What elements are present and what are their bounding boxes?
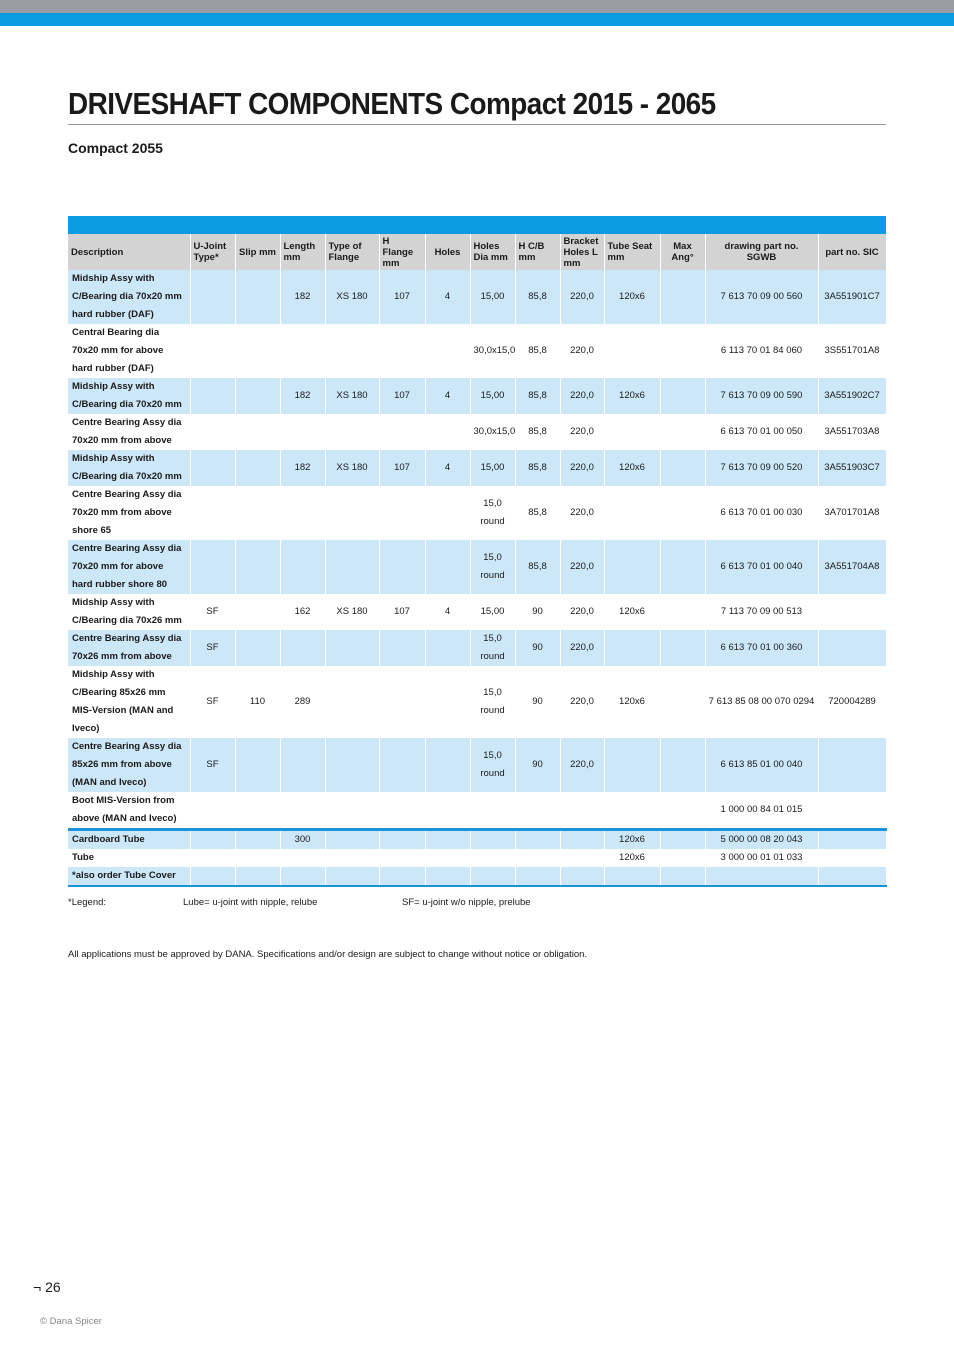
table-cell	[379, 792, 425, 830]
table-cell: 120x6	[604, 450, 660, 486]
table-cell: 220,0	[560, 630, 604, 666]
table-cell	[660, 849, 705, 867]
table-cell: 120x6	[604, 830, 660, 850]
table-row	[68, 630, 886, 666]
table-cell: 107	[379, 450, 425, 486]
table-cell	[560, 792, 604, 830]
table-cell: 220,0	[560, 324, 604, 378]
table-row	[68, 738, 886, 792]
table-cell	[604, 630, 660, 666]
table-cell	[190, 792, 235, 830]
table-cell: 220,0	[560, 450, 604, 486]
table-cell	[515, 849, 560, 867]
components-table-wrapper	[68, 216, 886, 887]
table-cell	[818, 867, 886, 886]
table-cell: 90	[515, 666, 560, 738]
table-cell: 6 613 85 01 00 040	[705, 738, 818, 792]
table-cell	[425, 414, 470, 450]
table-cell: 107	[379, 378, 425, 414]
table-cell: SF	[190, 666, 235, 738]
table-cell: 15,0 round	[470, 666, 515, 738]
table-cell: 1 000 00 84 01 015	[705, 792, 818, 830]
table-cell: 289	[280, 666, 325, 738]
table-cell	[660, 414, 705, 450]
row-description: Centre Bearing Assy dia 70x20 mm from above shore 65	[68, 486, 190, 540]
table-cell: 3S551701A8	[818, 324, 886, 378]
table-cell	[425, 792, 470, 830]
table-cell: 220,0	[560, 486, 604, 540]
table-cell	[325, 849, 379, 867]
table-row	[68, 270, 886, 324]
table-cell: 90	[515, 594, 560, 630]
table-cell	[325, 867, 379, 886]
table-cell	[190, 378, 235, 414]
table-cell	[425, 324, 470, 378]
page-title: DRIVESHAFT COMPONENTS Compact 2015 - 2065	[68, 86, 716, 121]
table-cell	[235, 849, 280, 867]
table-cell	[280, 867, 325, 886]
row-description: Cardboard Tube	[68, 830, 190, 850]
table-cell: 220,0	[560, 666, 604, 738]
table-cell	[660, 378, 705, 414]
table-cell	[818, 849, 886, 867]
table-cell	[379, 849, 425, 867]
row-description: Centre Bearing Assy dia 70x20 mm for above hard rubber shore 80	[68, 540, 190, 594]
table-cell	[604, 867, 660, 886]
table-cell: 220,0	[560, 594, 604, 630]
table-cell	[818, 830, 886, 850]
table-cell	[425, 830, 470, 850]
table-cell	[425, 630, 470, 666]
table-cell	[235, 486, 280, 540]
table-cell	[818, 594, 886, 630]
table-cell: 3A551704A8	[818, 540, 886, 594]
table-cell: 30,0x15,0	[470, 414, 515, 450]
table-cell	[325, 792, 379, 830]
table-cell	[325, 414, 379, 450]
row-description: Midship Assy with C/Bearing 85x26 mm MIS-Version (MAN and Iveco)	[68, 666, 190, 738]
table-cell	[660, 666, 705, 738]
table-cell: XS 180	[325, 270, 379, 324]
table-cell: 85,8	[515, 378, 560, 414]
table-cell	[190, 830, 235, 850]
table-cell	[379, 666, 425, 738]
table-row	[68, 378, 886, 414]
table-cell	[818, 738, 886, 792]
table-cell	[235, 630, 280, 666]
table-cell	[235, 594, 280, 630]
table-cell	[660, 630, 705, 666]
table-cell	[660, 270, 705, 324]
row-description: Boot MIS-Version from above (MAN and Iveco)	[68, 792, 190, 830]
row-description: *also order Tube Cover	[68, 867, 190, 886]
table-cell: 15,0 round	[470, 540, 515, 594]
table-cell: 4	[425, 594, 470, 630]
table-cell: 7 613 70 09 00 560	[705, 270, 818, 324]
table-cell: 182	[280, 270, 325, 324]
table-cell	[379, 630, 425, 666]
table-cell	[604, 792, 660, 830]
table-cell	[280, 414, 325, 450]
row-description: Centre Bearing Assy dia 70x26 mm from above	[68, 630, 190, 666]
table-cell: 85,8	[515, 450, 560, 486]
table-cell	[379, 830, 425, 850]
col-header: Length mm	[280, 234, 325, 270]
table-cell: 3A551901C7	[818, 270, 886, 324]
table-cell	[560, 830, 604, 850]
table-cell	[425, 738, 470, 792]
row-description: Central Bearing dia 70x20 mm for above hard rubber (DAF)	[68, 324, 190, 378]
top-blue-bar	[0, 13, 954, 26]
table-cell: 120x6	[604, 270, 660, 324]
row-description: Midship Assy with C/Bearing dia 70x20 mm	[68, 450, 190, 486]
table-cell: 15,0 round	[470, 486, 515, 540]
table-cell	[235, 414, 280, 450]
table-cell	[325, 666, 379, 738]
table-cell: 220,0	[560, 414, 604, 450]
table-cell	[660, 792, 705, 830]
table-cell	[470, 867, 515, 886]
table-cell	[235, 540, 280, 594]
table-cell	[235, 830, 280, 850]
table-cell: 3A551902C7	[818, 378, 886, 414]
table-cell: 220,0	[560, 738, 604, 792]
table-cell: 220,0	[560, 540, 604, 594]
table-cell	[325, 324, 379, 378]
table-cell: 15,00	[470, 378, 515, 414]
table-row	[68, 486, 886, 540]
table-cell	[190, 270, 235, 324]
table-cell	[325, 486, 379, 540]
table-cell	[660, 450, 705, 486]
legend-label: *Legend:	[68, 897, 107, 908]
col-header: drawing part no. SGWB	[705, 234, 818, 270]
table-cell: 3A551703A8	[818, 414, 886, 450]
table-row	[68, 450, 886, 486]
table-cell: 220,0	[560, 270, 604, 324]
table-cell	[190, 486, 235, 540]
table-cell: 4	[425, 450, 470, 486]
table-cell	[425, 666, 470, 738]
table-cell	[604, 486, 660, 540]
table-cell	[470, 849, 515, 867]
table-cell: 85,8	[515, 414, 560, 450]
table-row	[68, 792, 886, 830]
table-cell: 120x6	[604, 378, 660, 414]
table-cell	[280, 630, 325, 666]
table-cell: 107	[379, 270, 425, 324]
col-header: Max Ang°	[660, 234, 705, 270]
table-cell: 15,00	[470, 594, 515, 630]
row-description: Tube	[68, 849, 190, 867]
table-row	[68, 594, 886, 630]
table-top-strip	[68, 216, 886, 234]
table-cell: 7 613 70 09 00 520	[705, 450, 818, 486]
table-row	[68, 666, 886, 738]
col-header: Description	[68, 234, 190, 270]
table-cell	[660, 486, 705, 540]
table-cell	[235, 270, 280, 324]
table-cell	[280, 324, 325, 378]
table-cell: 6 613 70 01 00 030	[705, 486, 818, 540]
table-cell	[280, 849, 325, 867]
col-header: Type of Flange	[325, 234, 379, 270]
table-row	[68, 830, 886, 850]
table-cell: SF	[190, 738, 235, 792]
col-header: H C/B mm	[515, 234, 560, 270]
table-cell	[379, 486, 425, 540]
table-cell	[515, 792, 560, 830]
col-header: Holes	[425, 234, 470, 270]
table-cell: XS 180	[325, 378, 379, 414]
table-cell	[235, 738, 280, 792]
table-cell	[280, 540, 325, 594]
table-cell: 7 613 70 09 00 590	[705, 378, 818, 414]
table-cell: 120x6	[604, 849, 660, 867]
table-cell	[560, 849, 604, 867]
table-cell	[280, 792, 325, 830]
col-header: Tube Seat mm	[604, 234, 660, 270]
table-row	[68, 324, 886, 378]
table-header-row	[68, 234, 886, 270]
table-cell: 3A701701A8	[818, 486, 886, 540]
col-header: Holes Dia mm	[470, 234, 515, 270]
table-cell: 220,0	[560, 378, 604, 414]
table-cell: 182	[280, 378, 325, 414]
table-row	[68, 867, 886, 886]
table-row	[68, 414, 886, 450]
table-cell: 6 613 70 01 00 040	[705, 540, 818, 594]
table-cell	[280, 486, 325, 540]
row-description: Midship Assy with C/Bearing dia 70x20 mm	[68, 378, 190, 414]
table-cell: 85,8	[515, 540, 560, 594]
table-cell	[325, 738, 379, 792]
page-subtitle: Compact 2055	[68, 140, 163, 156]
legend-sf: SF= u-joint w/o nipple, prelube	[402, 897, 531, 908]
table-cell: 85,8	[515, 270, 560, 324]
table-cell	[604, 324, 660, 378]
copyright: © Dana Spicer	[40, 1316, 102, 1327]
col-header: part no. SIC	[818, 234, 886, 270]
table-cell	[818, 792, 886, 830]
table-cell: 7 113 70 09 00 513	[705, 594, 818, 630]
table-cell: 5 000 00 08 20 043	[705, 830, 818, 850]
col-header: Bracket Holes L mm	[560, 234, 604, 270]
col-header: H Flange mm	[379, 234, 425, 270]
table-cell: 720004289	[818, 666, 886, 738]
table-cell: 85,8	[515, 486, 560, 540]
title-divider	[68, 124, 886, 125]
table-cell	[818, 630, 886, 666]
table-cell	[379, 867, 425, 886]
legend-lube: Lube= u-joint with nipple, relube	[183, 897, 318, 908]
table-cell: 15,0 round	[470, 738, 515, 792]
table-cell: 6 113 70 01 84 060	[705, 324, 818, 378]
table-cell	[660, 594, 705, 630]
table-cell: 15,0 round	[470, 630, 515, 666]
table-cell: 15,00	[470, 270, 515, 324]
table-cell: 110	[235, 666, 280, 738]
table-cell	[425, 849, 470, 867]
table-cell	[660, 867, 705, 886]
components-table	[68, 234, 887, 887]
table-cell: 90	[515, 738, 560, 792]
table-cell: 300	[280, 830, 325, 850]
table-cell: 120x6	[604, 666, 660, 738]
table-cell: XS 180	[325, 450, 379, 486]
table-cell: 107	[379, 594, 425, 630]
table-cell	[190, 414, 235, 450]
table-cell	[379, 414, 425, 450]
row-description: Centre Bearing Assy dia 85x26 mm from above (MAN and Iveco)	[68, 738, 190, 792]
table-cell	[425, 540, 470, 594]
table-cell	[235, 867, 280, 886]
table-cell	[660, 738, 705, 792]
table-cell: XS 180	[325, 594, 379, 630]
table-cell	[425, 486, 470, 540]
table-cell	[515, 867, 560, 886]
table-cell: SF	[190, 630, 235, 666]
table-cell	[190, 450, 235, 486]
table-cell	[470, 830, 515, 850]
table-cell: 30,0x15,0	[470, 324, 515, 378]
table-cell	[235, 792, 280, 830]
table-cell: 162	[280, 594, 325, 630]
row-description: Midship Assy with C/Bearing dia 70x26 mm	[68, 594, 190, 630]
row-description: Midship Assy with C/Bearing dia 70x20 mm hard rubber (DAF)	[68, 270, 190, 324]
table-cell	[515, 830, 560, 850]
table-cell	[190, 867, 235, 886]
table-cell	[325, 540, 379, 594]
table-cell	[604, 738, 660, 792]
table-cell: 4	[425, 270, 470, 324]
table-cell: 120x6	[604, 594, 660, 630]
table-row	[68, 849, 886, 867]
table-cell	[235, 450, 280, 486]
table-cell: 4	[425, 378, 470, 414]
page-number: ¬ 26	[33, 1279, 61, 1295]
table-cell	[660, 540, 705, 594]
table-cell: 90	[515, 630, 560, 666]
table-cell: 182	[280, 450, 325, 486]
table-cell	[379, 738, 425, 792]
table-cell	[235, 324, 280, 378]
table-cell	[190, 324, 235, 378]
table-cell: 7 613 85 08 00 070 0294	[705, 666, 818, 738]
table-cell: 15,00	[470, 450, 515, 486]
table-row	[68, 540, 886, 594]
table-cell	[325, 830, 379, 850]
disclaimer-note: All applications must be approved by DANA. Specifications and/or design are subject to change without notice or obligation.	[68, 949, 588, 960]
table-cell	[379, 324, 425, 378]
table-cell: 85,8	[515, 324, 560, 378]
table-cell	[660, 324, 705, 378]
table-cell	[190, 849, 235, 867]
table-cell: 3A551903C7	[818, 450, 886, 486]
table-cell: 6 613 70 01 00 050	[705, 414, 818, 450]
table-cell	[379, 540, 425, 594]
col-header: U-Joint Type*	[190, 234, 235, 270]
top-gray-bar	[0, 0, 954, 13]
table-cell: 3 000 00 01 01 033	[705, 849, 818, 867]
table-cell	[705, 867, 818, 886]
table-cell	[235, 378, 280, 414]
table-cell	[604, 414, 660, 450]
table-cell: 6 613 70 01 00 360	[705, 630, 818, 666]
table-cell: SF	[190, 594, 235, 630]
table-cell	[470, 792, 515, 830]
row-description: Centre Bearing Assy dia 70x20 mm from above	[68, 414, 190, 450]
table-cell	[604, 540, 660, 594]
table-cell	[280, 738, 325, 792]
table-cell	[660, 830, 705, 850]
col-header: Slip mm	[235, 234, 280, 270]
table-cell	[560, 867, 604, 886]
table-cell	[325, 630, 379, 666]
table-cell	[425, 867, 470, 886]
table-cell	[190, 540, 235, 594]
